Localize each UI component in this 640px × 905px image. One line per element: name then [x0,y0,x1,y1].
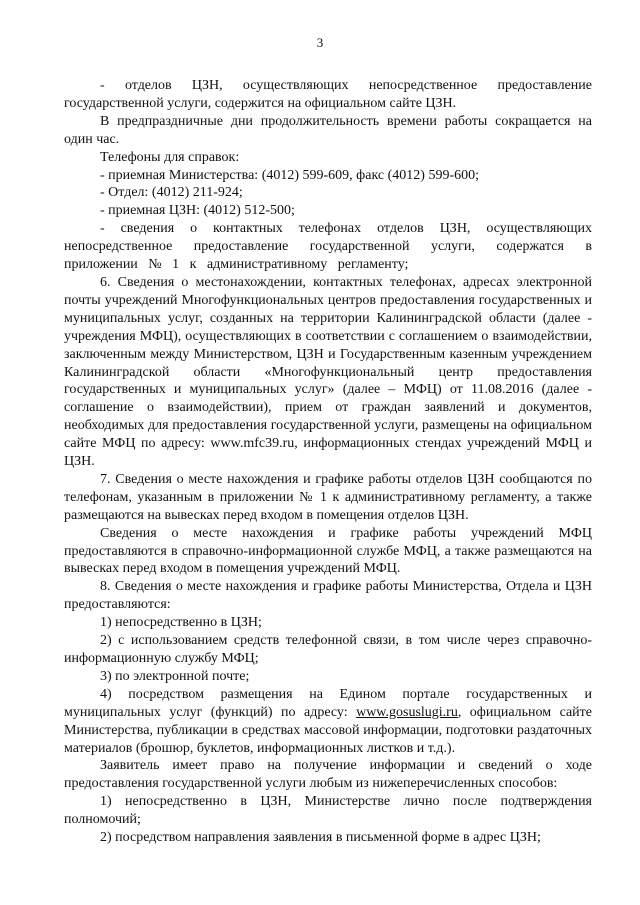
paragraph-czn-offices: - отделов ЦЗН, осуществляющих непосредственное предоставление государственной услуги, содержится на официальном сайте ЦЗН. [64,78,592,111]
list-item-directly: 1) непосредственно в ЦЗН; [100,615,262,631]
gosuslugi-link[interactable]: www.gosuslugi.ru [356,704,458,720]
paragraph-department-phone: - Отдел: (4012) 211-924; [100,185,243,201]
paragraph-contact-phones: - сведения о контактных телефонах отделов ЦЗН, осуществляющих непосредственное предоставление государственной услуги, содержатся в приложении № 1 к административному регламенту; [64,221,592,273]
paragraph-czn-phone: - приемная ЦЗН: (4012) 512-500; [100,203,295,219]
paragraph-phones-heading: Телефоны для справок: [100,149,240,165]
document-body [64,77,592,847]
portal-text-end: , официальном сайте Министерства, публикации в средствах массовой информации, подготовки раздаточных материалов (брошюр, буклетов, информационных листков и т.д.). [64,704,593,756]
paragraph-info-provided: 8. Сведения о месте нахождения и графике работы Министерства, Отдела и ЦЗН предоставляются: [64,579,592,613]
portal-text-start: 4) посредством размещения на Едином портале государственных и муниципальных услуг (функций) по адресу: [64,686,592,720]
list-item-written: 2) посредством направления заявления в письменной форме в адрес ЦЗН; [100,830,541,846]
paragraph-holiday-hours: В предпраздничные дни продолжительность времени работы сокращается на один час. [64,113,592,147]
page-number: 3 [316,35,324,50]
paragraph-ministry-phone: - приемная Министерства: (4012) 599-609, факс (4012) 599-600; [100,167,480,183]
list-item-portal [64,686,592,758]
paragraph-czn-schedule: 7. Сведения о месте нахождения и графике работы отделов ЦЗН сообщаются по телефонам, указанным в приложении № 1 к административному регламенту, а также размещаются на вывесках перед входом в помещения отделов ЦЗН. [64,471,592,523]
paragraph-applicant-rights: Заявитель имеет право на получение информации и сведений о ходе предоставления государственной услуги любым из нижеперечисленных способов: [64,758,592,792]
list-item-email: 3) по электронной почте; [100,668,250,684]
paragraph-mfc-schedule: Сведения о месте нахождения и графике работы учреждений МФЦ предоставляются в справочно-информационной службе МФЦ, а также размещаются на вывесках перед входом в помещения учреждений МФЦ. [64,525,592,577]
paragraph-mfc-info: 6. Сведения о местонахождении, контактных телефонах, адресах электронной почты учреждений Многофункциональных центров предоставления государственных и муниципальных услуг, созданных на территории Калининградской области (далее - учреждения МФЦ), осуществляющих в соответствии с соглашением о взаимодействии, заключенным между Министерством, ЦЗН и Государственным казенным учреждением Калининградской области «Многофункциональный центр предоставления государственных и муниципальных услуг» (далее – МФЦ) от 11.08.2016 (далее - соглашение о взаимодействии), прием от граждан заявлений и документов, необходимых для предоставления государственной услуги, размещены на официальном сайте МФЦ по адресу: www.mfc39.ru, информационных стендах учреждений МФЦ и ЦЗН. [64,274,592,470]
list-item-in-person: 1) непосредственно в ЦЗН, Министерстве лично после подтверждения полномочий; [64,794,592,828]
list-item-phone: 2) с использованием средств телефонной связи, в том числе через справочно-информационную службу МФЦ; [64,633,592,666]
